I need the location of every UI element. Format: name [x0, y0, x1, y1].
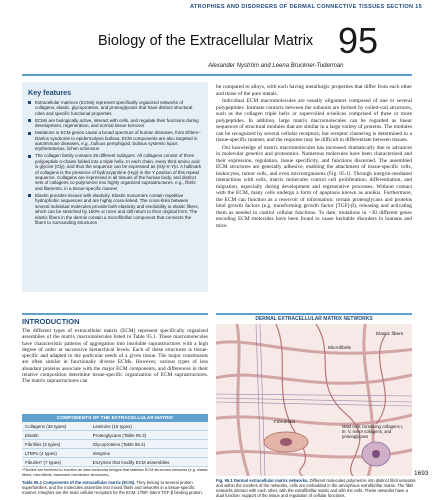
table-caption [22, 480, 208, 495]
title-rule [22, 74, 412, 76]
key-feature-item: Elastin provides tissues with elasticity. Elastin monomers contain repetitive hydrophobic sequences and are highly cross-linked. The cross-links between several individual molecules provide both elasticity and insolubility to elastic fibers, which can be stretched by 150% or more and still return to their original form. The elastic fibers in the dermis contain a microfibrillar component that connects the fibers to surrounding structures [28, 193, 202, 225]
table-row [22, 422, 208, 431]
key-features-title: Key features [28, 88, 72, 97]
intro-rule [22, 313, 208, 315]
table-cell: Enzymes that modify ECM assemblies [90, 458, 208, 467]
body-paragraph: Individual ECM macromolecules are usually oligomers composed of one or several polypeptides. Intimate contacts between the subunits are formed by coiled-coil structures, such as the collagen triple helix or supercoiled α-helices comprised of three or more polypeptides. In addition, large matrix macromolecules can be regarded as linear sequences of structural modules that are similar in a large variety of proteins. The modules can be recognized by several cellular receptors; but receptor clustering is determined in a tissue-specific manner, and the response may be difficult to differentiate between tissues. [216, 98, 412, 143]
table-row [22, 458, 208, 467]
table-cell: Collagens (28 types) [22, 422, 90, 431]
fibroblast-nucleus [280, 438, 292, 446]
table-cell: Integrins [90, 449, 208, 458]
table-cell: LTBPs (4 types) [22, 449, 90, 458]
chapter-authors: Alexander Nyström and Leena Bruckner-Tuderman [208, 63, 344, 69]
table-title: COMPONENTS OF THE EXTRACELLULAR MATRIX [22, 414, 208, 422]
table-cell: Glycoproteins (Table 95.4) [90, 440, 208, 449]
table-caption-text: They belong to several protein superfamilies, and the molecules assemble into mixed fibrils and networks in a tissue-specific manner. Integrins are the main cellular receptors for the ECM. LTBP, latent TGF-β binding protein. [22, 480, 203, 495]
key-features-box [22, 82, 208, 292]
body-paragraph: be compared to alloys, with each having metallurgic properties that differ from each other and those of the pure metals. [216, 84, 412, 97]
figure-caption-label: Fig. 95.1 Dermal extracellular matrix networks. [216, 478, 309, 483]
table-cell: Proteoglycans (Table 95.3) [90, 431, 208, 440]
table-row [22, 440, 208, 449]
key-features-list [28, 100, 202, 225]
table-cell: Fibulins* (7 types) [22, 458, 90, 467]
figure-rule [216, 313, 412, 315]
body-paragraph: Our knowledge of matrix macromolecules has increased dramatically due to advances in molecular genetics and proteomics. Numerous molecules have been characterized and their expression, regulation, tissue specificity, and functions discerned. The assembled ECM structures are generally adhesive, enabling the attachment of tissue-specific cells, leukocytes, tumor cells, and even microorganisms (Fig. 95.1). Through integrin-mediated interactions with cells, matrix molecules control cell proliferation, differentiation, and migration, especially during development and regenerative processes. Without contact with the ECM, many cells undergo a form of apoptosis known as anoikis. Furthermore, the ECM can function as a reservoir of information; certain proteoglycans and proteins bind growth factors (e.g. transforming growth factor [TGF]-β), releasing and activating them as needed to control cellular functions. To date, mutations in >30 different genes encoding ECM molecules have been found to cause heritable disorders in humans and mice. [216, 144, 412, 229]
label-microfibrils: Microfibrils [328, 346, 351, 351]
key-feature-item: ECMs are biologically active, interact with cells, and regulate their functions during development, regeneration, and normal tissue turnover [28, 118, 202, 129]
section-header: ATROPHIES AND DISORDERS OF DERMAL CONNECTIVE TISSUES SECTION 15 [189, 4, 422, 10]
key-feature-item: Mutations in ECM genes cause a broad spectrum of human diseases, from Ehlers–Danlos syndrome to epidermolysis bullosa. ECM components are also targeted in autoimmune diseases, e.g., bullous pemphigoid, bullous systemic lupus erythematosus, lichen sclerosus [28, 130, 202, 152]
table-cell: Laminins (15 types) [90, 422, 208, 431]
table-body [22, 422, 208, 467]
key-feature-item: Extracellular matrices (ECMs) represent specifically organized networks of collagens, elastic, glycoproteins, and proteoglycans that have distinct structural roles and specific functional properties [28, 100, 202, 116]
figure-illustration [216, 324, 412, 476]
label-mast-cells: Mast cells containing collagens I, III, V, minor collagens, and proteoglycans [342, 424, 404, 439]
label-fibroblast: Fibroblast [274, 420, 296, 425]
key-feature-item: The collagen family contains 28 different subtypes. All collagens consist of three polypeptide α-chains folded into a triple helix. In each chain, every third amino acid is glycine (Gly), and thus the sequence can be expressed as (Gly-X-Y)n. A hallmark of collagens is the presence of hydroxyproline (Hyp) in the Y position of this repeat sequence. Collagens are expressed in all tissues of the human body, and distinct sets of collagens co-polymerize into highly organized suprastructures, e.g., fibrils and filaments, in a tissue-specific manner [28, 153, 202, 191]
table-caption-label: Table 95.1 Components of the extracellular matrix (ECM). [22, 480, 136, 485]
ecm-components-table [22, 414, 208, 495]
introduction-text: The different types of extracellular matrix (ECM) represent specifically organized assemblies of the matrix macromolecules listed in Table 95.1. These macromolecules have characteristic patterns of aggregation into insoluble suprastructures with a high degree of order at successive hierarchical levels. Each of these structures is tissue-specific and adapted to the particular needs of a given tissue. The major constituents are often similar in functionally diverse ECMs. However, various types of less abundant proteins associate with the major ECM components, and differences in their relative composition determine tissue-specific organization of ECM suprastructures. The matrix suprastructures can [22, 328, 208, 385]
chapter-title: Biology of the Extracellular Matrix [98, 33, 314, 49]
right-column-text [216, 84, 412, 230]
table-cell: Elastin [22, 431, 90, 440]
label-elastic-fibers: Elastic fibers [376, 332, 404, 337]
introduction-heading: INTRODUCTION [22, 317, 80, 326]
table-footnote: *Fibulins are believed to function as intra-molecular bridges that stabilize ECM structures networks (e.g. elastic fibers, microfibrils, basement membrane structures). [22, 468, 208, 477]
page-number: 1693 [414, 470, 429, 477]
figure-heading: DERMAL EXTRACELLULAR MATRIX NETWORKS [255, 316, 373, 322]
table-row [22, 431, 208, 440]
chapter-number: 95 [338, 20, 379, 61]
table-cell: Fibrillins (3 types) [22, 440, 90, 449]
table-row [22, 449, 208, 458]
figure-caption-text: Different molecules polymerize into distinct fibril networks and within the meshes of the networks, cells are embedded in the amorphous extrafibrillar matrix. The fibril networks interact with each other, with the extrafibrillar matrix and with the cells. These networks have a dual function: support of the tissue and regulation of cellular functions. [216, 478, 416, 498]
figure-caption [216, 478, 416, 498]
dermal-ecm-figure [216, 324, 412, 476]
mast-cell-nucleus [372, 450, 380, 458]
